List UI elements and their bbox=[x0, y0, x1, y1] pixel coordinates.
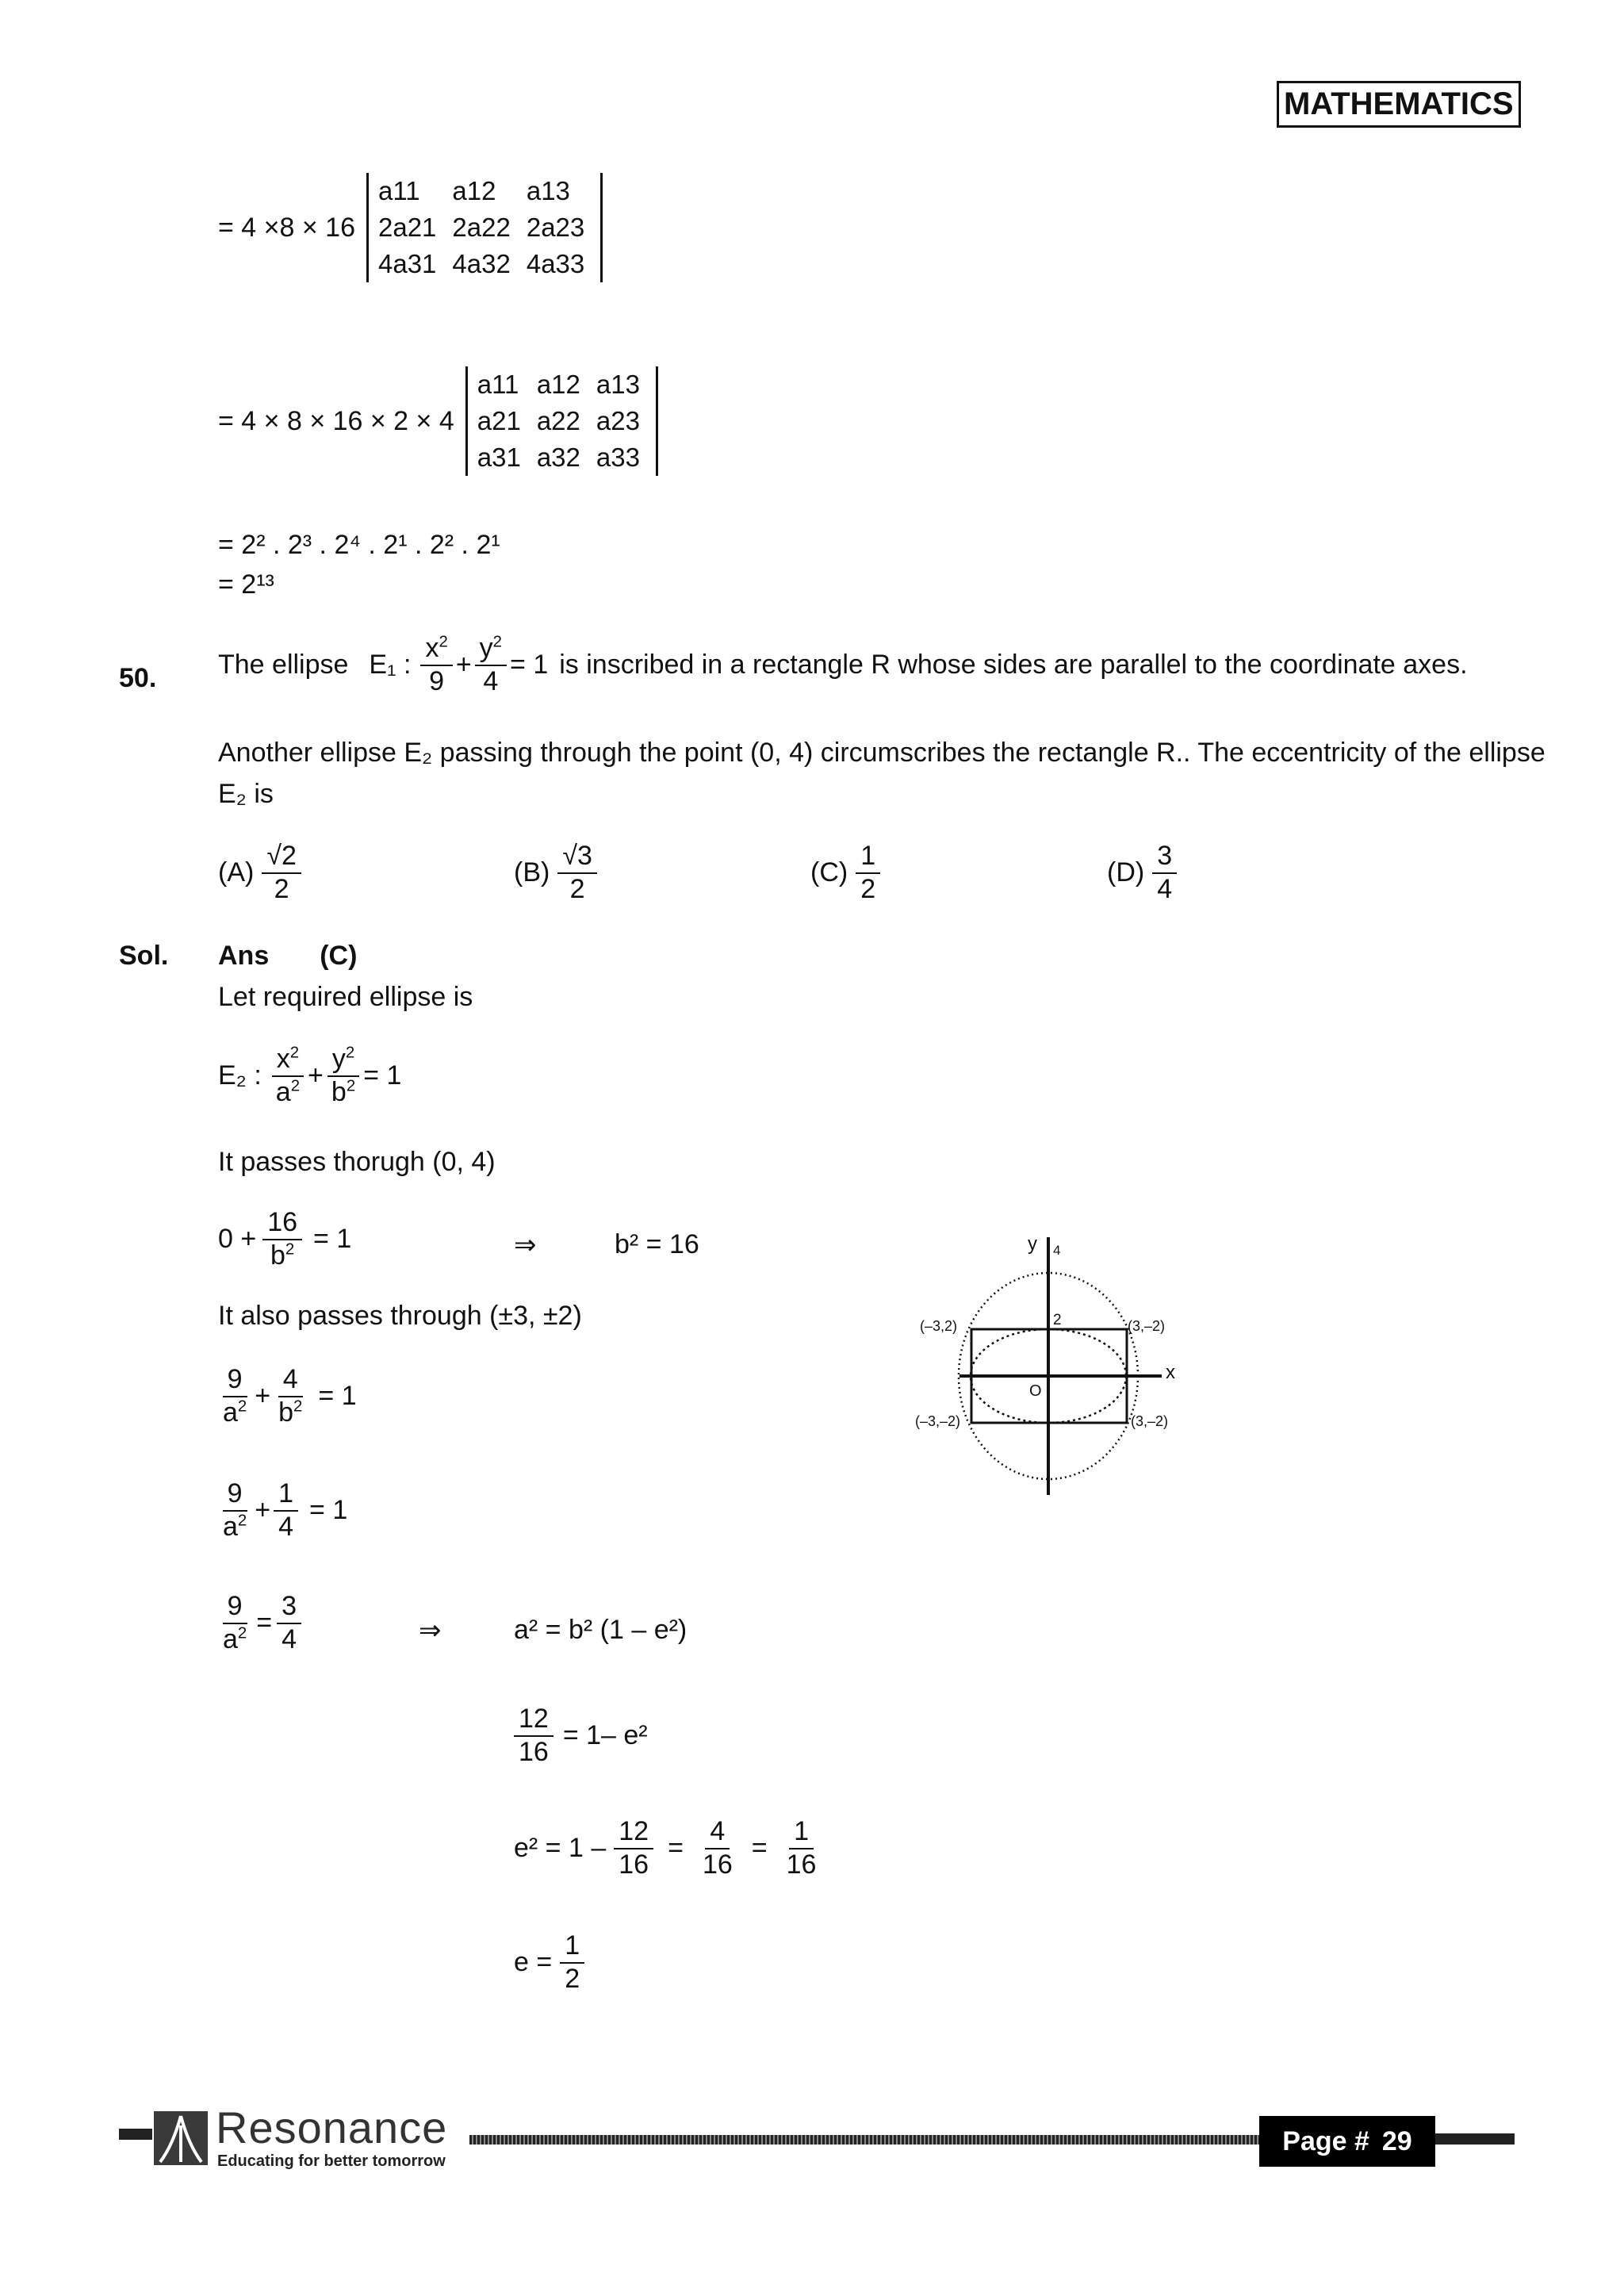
determinant-1 bbox=[366, 173, 603, 282]
page-number-box bbox=[1259, 2116, 1435, 2167]
work-line-3: = 2² . 2³ . 2⁴ . 2¹ . 2² . 2¹ bbox=[218, 530, 500, 560]
det2-cell: a13 bbox=[596, 370, 640, 399]
e2-label: E₂ : bbox=[218, 1060, 262, 1091]
passes-through-1: It passes thorugh (0, 4) bbox=[218, 1147, 496, 1177]
page-number: 29 bbox=[1381, 2125, 1412, 2156]
corner-label-top-right: (3,–2) bbox=[1128, 1318, 1166, 1334]
sol-line-1: Let required ellipse is bbox=[218, 982, 473, 1012]
determinant-2 bbox=[465, 366, 658, 476]
equals-sign: = bbox=[668, 1833, 684, 1864]
det1-cell: a13 bbox=[526, 176, 570, 205]
equation-9a2-3-4: $\frac{9}{a^2}$ = $\frac{3}{4}$ bbox=[218, 1593, 301, 1654]
question-text-b: is inscribed in a rectangle R whose sides are parallel to the coordinate axes. bbox=[559, 650, 1468, 680]
origin-label: O bbox=[1029, 1382, 1042, 1400]
implies-arrow-2: ⇒ bbox=[419, 1616, 442, 1646]
implies-arrow-1: ⇒ bbox=[514, 1230, 537, 1260]
a2-relation: a² = b² (1 – e²) bbox=[514, 1615, 688, 1645]
det2-cell: a12 bbox=[536, 370, 580, 399]
option-d-den: 4 bbox=[1157, 873, 1173, 904]
subject-title: MATHEMATICS bbox=[1284, 86, 1514, 121]
equation-9a2-4b2: $\frac{9}{a^2}$ + $\frac{4}{b^2}$ = 1 bbox=[223, 1364, 357, 1428]
det2-cell: a32 bbox=[536, 443, 580, 472]
question-number: 50. bbox=[119, 663, 157, 693]
work-line-1 bbox=[218, 173, 603, 282]
option-b-label: (B) bbox=[514, 857, 550, 888]
e1-label: E₁ : bbox=[369, 650, 412, 680]
det2-cell: a22 bbox=[536, 406, 580, 435]
question-text-a: The ellipse bbox=[218, 650, 349, 680]
fraction-x2-9: $\frac{x^2}{9}$ bbox=[420, 634, 452, 696]
option-d-num: 3 bbox=[1152, 842, 1177, 874]
work-line-1-prefix: = 4 ×8 × 16 bbox=[218, 212, 355, 243]
footer-left-bar bbox=[119, 2129, 152, 2140]
y-axis-label: y bbox=[1028, 1233, 1037, 1255]
b2-result: b² = 16 bbox=[615, 1229, 699, 1259]
e-squared-equation: e² = 1 – $\frac{12}{16}$ = $\frac{4}{16}$ = $\frac{1}{16}$ bbox=[514, 1816, 817, 1880]
det2-cell: a23 bbox=[596, 406, 640, 435]
footer-right-bar bbox=[1435, 2133, 1515, 2145]
option-c-num: 1 bbox=[856, 842, 880, 874]
det1-cell: 2a22 bbox=[452, 213, 511, 242]
det1-cell: a12 bbox=[452, 176, 496, 205]
x-axis-label: x bbox=[1166, 1362, 1175, 1383]
det1-cell: 2a23 bbox=[526, 213, 585, 242]
ans-label: Ans bbox=[218, 941, 270, 971]
option-b-num: √3 bbox=[557, 842, 597, 874]
subject-header bbox=[1277, 81, 1521, 128]
ellipse-diagram bbox=[904, 1221, 1205, 1507]
e2-equation: E₂ : $\frac{x^2}{a^2}$ + $\frac{y^2}{b^2}$ = 1 bbox=[218, 1044, 402, 1107]
work-line-2 bbox=[218, 366, 658, 476]
option-d bbox=[1107, 842, 1177, 903]
ans-value: (C) bbox=[320, 941, 358, 971]
equals-sign: = bbox=[751, 1833, 768, 1864]
page-label: Page # bbox=[1282, 2125, 1369, 2156]
corner-label-bottom-right: (3,–2) bbox=[1131, 1413, 1169, 1429]
work-line-2-prefix: = 4 × 8 × 16 × 2 × 4 bbox=[218, 405, 454, 436]
det2-cell: a33 bbox=[596, 443, 640, 472]
question-text-c: Another ellipse E₂ passing through the point (0, 4) circumscribes the rectangle R.. The eccentricity of the ellipse bbox=[218, 738, 1545, 768]
option-a bbox=[218, 842, 301, 903]
option-a-label: (A) bbox=[218, 857, 255, 888]
fraction-y2-4: $\frac{y^2}{4}$ bbox=[475, 634, 507, 696]
equation-12-16: $\frac{12}{16}$ = 1– e² bbox=[514, 1705, 648, 1766]
e-eq-label: e = bbox=[514, 1947, 553, 1978]
answer-line bbox=[218, 941, 357, 972]
four-label: 4 bbox=[1053, 1243, 1061, 1258]
corner-label-top-left: (–3,2) bbox=[920, 1318, 958, 1334]
option-c-den: 2 bbox=[860, 873, 876, 904]
eq-one-3: = 1 bbox=[309, 1495, 348, 1526]
one-minus-e2: = 1– e² bbox=[562, 1720, 648, 1751]
det1-cell: 4a32 bbox=[452, 249, 511, 278]
det1-cell: 4a33 bbox=[526, 249, 585, 278]
e2-eq-label: e² = 1 – bbox=[514, 1833, 607, 1864]
det2-cell: a31 bbox=[477, 443, 521, 472]
eq-one-2: = 1 bbox=[318, 1381, 357, 1412]
eq-one-1: = 1 bbox=[313, 1224, 352, 1255]
resonance-logo-icon bbox=[152, 2110, 209, 2167]
passes-through-2: It also passes through (±3, ±2) bbox=[218, 1301, 582, 1331]
question-line-1: The ellipse E₁ : $\frac{x^2}{9}$ + $\frac{y^2}{4}$ = 1 is inscribed in a rectangle R whose sides are parallel to the coordinate axes. bbox=[218, 633, 1468, 696]
brand-name: Resonance bbox=[216, 2102, 448, 2152]
footer-rule bbox=[469, 2135, 1259, 2145]
question-text-d: E₂ is bbox=[218, 779, 274, 809]
corner-label-bottom-left: (–3,–2) bbox=[915, 1413, 961, 1429]
sol-label: Sol. bbox=[119, 941, 169, 971]
option-c-label: (C) bbox=[810, 857, 848, 888]
option-c bbox=[810, 842, 880, 903]
det2-cell: a21 bbox=[477, 406, 521, 435]
det1-cell: a11 bbox=[378, 176, 420, 205]
equation-9a2-1-4: $\frac{9}{a^2}$ + $\frac{1}{4}$ = 1 bbox=[223, 1478, 348, 1542]
brand-tagline: Educating for better tomorrow bbox=[217, 2152, 446, 2170]
option-b bbox=[514, 842, 597, 903]
b-squared-equation: 0 + $\frac{16}{b^2}$ = 1 bbox=[218, 1207, 352, 1271]
det1-cell: 2a21 bbox=[378, 213, 437, 242]
option-b-den: 2 bbox=[569, 873, 585, 904]
option-a-den: 2 bbox=[274, 873, 289, 904]
det1-cell: 4a31 bbox=[378, 249, 437, 278]
option-d-label: (D) bbox=[1107, 857, 1145, 888]
det2-cell: a11 bbox=[477, 370, 519, 399]
e-result: e = $\frac{1}{2}$ bbox=[514, 1932, 584, 1993]
work-line-4: = 2¹³ bbox=[218, 569, 274, 600]
option-a-num: √2 bbox=[262, 842, 301, 874]
two-label: 2 bbox=[1053, 1312, 1062, 1328]
